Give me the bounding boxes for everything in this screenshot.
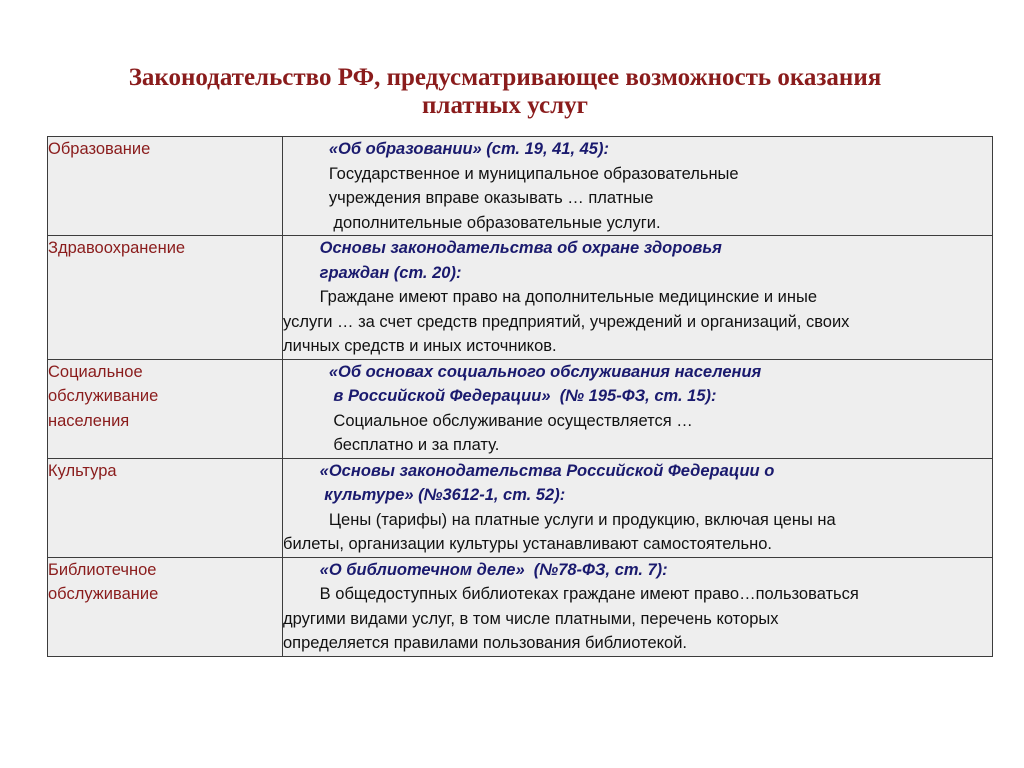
sector-label-line: Социальное bbox=[48, 362, 143, 381]
sector-label-line: обслуживание bbox=[48, 387, 159, 405]
sector-label-line: Библиотечное bbox=[48, 560, 157, 579]
law-reference-line: Основы законодательства об охране здоровья bbox=[283, 239, 722, 257]
sector-label-line: Образование bbox=[48, 140, 151, 158]
table-row bbox=[48, 458, 993, 557]
law-reference-line: «Основы законодательства Российской Федерации о bbox=[283, 461, 775, 480]
law-text-line: бесплатно и за плату. bbox=[283, 436, 500, 454]
law-text-line: учреждения вправе оказывать … платные bbox=[283, 189, 654, 207]
sector-label-line: Культура bbox=[48, 461, 117, 480]
law-reference-line: «Об основах социального обслуживания населения bbox=[283, 362, 762, 381]
sector-cell bbox=[48, 458, 283, 557]
law-reference-line: «Об образовании» (ст. 19, 41, 45): bbox=[283, 140, 609, 158]
law-text-line: билеты, организации культуры устанавливают самостоятельно. bbox=[283, 535, 772, 553]
law-cell bbox=[283, 137, 993, 236]
legislation-table-body bbox=[48, 137, 993, 657]
law-text-line: личных средств и иных источников. bbox=[283, 337, 557, 355]
slide-title bbox=[40, 64, 970, 120]
law-reference-line: граждан (ст. 20): bbox=[283, 263, 462, 282]
law-text-line: Социальное обслуживание осуществляется … bbox=[283, 411, 693, 430]
sector-cell bbox=[48, 137, 283, 236]
table-row bbox=[48, 359, 993, 458]
title-line-1: Законодательство РФ, предусматривающее возможность оказания bbox=[128, 64, 882, 91]
law-text-line: услуги … за счет средств предприятий, учреждений и организаций, своих bbox=[283, 312, 850, 331]
title-line-2: платных услуг bbox=[422, 92, 588, 119]
table-row bbox=[48, 557, 993, 656]
table-row bbox=[48, 137, 993, 236]
law-text-line: Цены (тарифы) на платные услуги и продукцию, включая цены на bbox=[283, 510, 836, 529]
table-row bbox=[48, 236, 993, 360]
law-cell bbox=[283, 236, 993, 360]
sector-label-line: обслуживание bbox=[48, 585, 159, 603]
sector-cell bbox=[48, 236, 283, 360]
law-text-line: дополнительные образовательные услуги. bbox=[283, 213, 661, 232]
law-text-line: Государственное и муниципальное образовательные bbox=[283, 164, 739, 183]
law-reference-line: культуре» (№3612-1, ст. 52): bbox=[283, 486, 566, 504]
law-cell bbox=[283, 359, 993, 458]
sector-cell bbox=[48, 557, 283, 656]
sector-cell bbox=[48, 359, 283, 458]
law-cell bbox=[283, 458, 993, 557]
law-text-line: другими видами услуг, в том числе платными, перечень которых bbox=[283, 609, 779, 628]
sector-label-line: Здравоохранение bbox=[48, 239, 186, 257]
law-reference-line: «О библиотечном деле» (№78-ФЗ, ст. 7): bbox=[283, 560, 668, 579]
law-text-line: Граждане имеют право на дополнительные медицинские и иные bbox=[283, 288, 818, 306]
law-cell bbox=[283, 557, 993, 656]
law-reference-line: в Российской Федерации» (№ 195-ФЗ, ст. 15): bbox=[283, 387, 717, 405]
law-text-line: В общедоступных библиотеках граждане имеют право…пользоваться bbox=[283, 585, 859, 603]
sector-label-line: населения bbox=[48, 411, 130, 430]
law-text-line: определяется правилами пользования библиотекой. bbox=[283, 634, 688, 652]
legislation-table bbox=[47, 136, 993, 657]
